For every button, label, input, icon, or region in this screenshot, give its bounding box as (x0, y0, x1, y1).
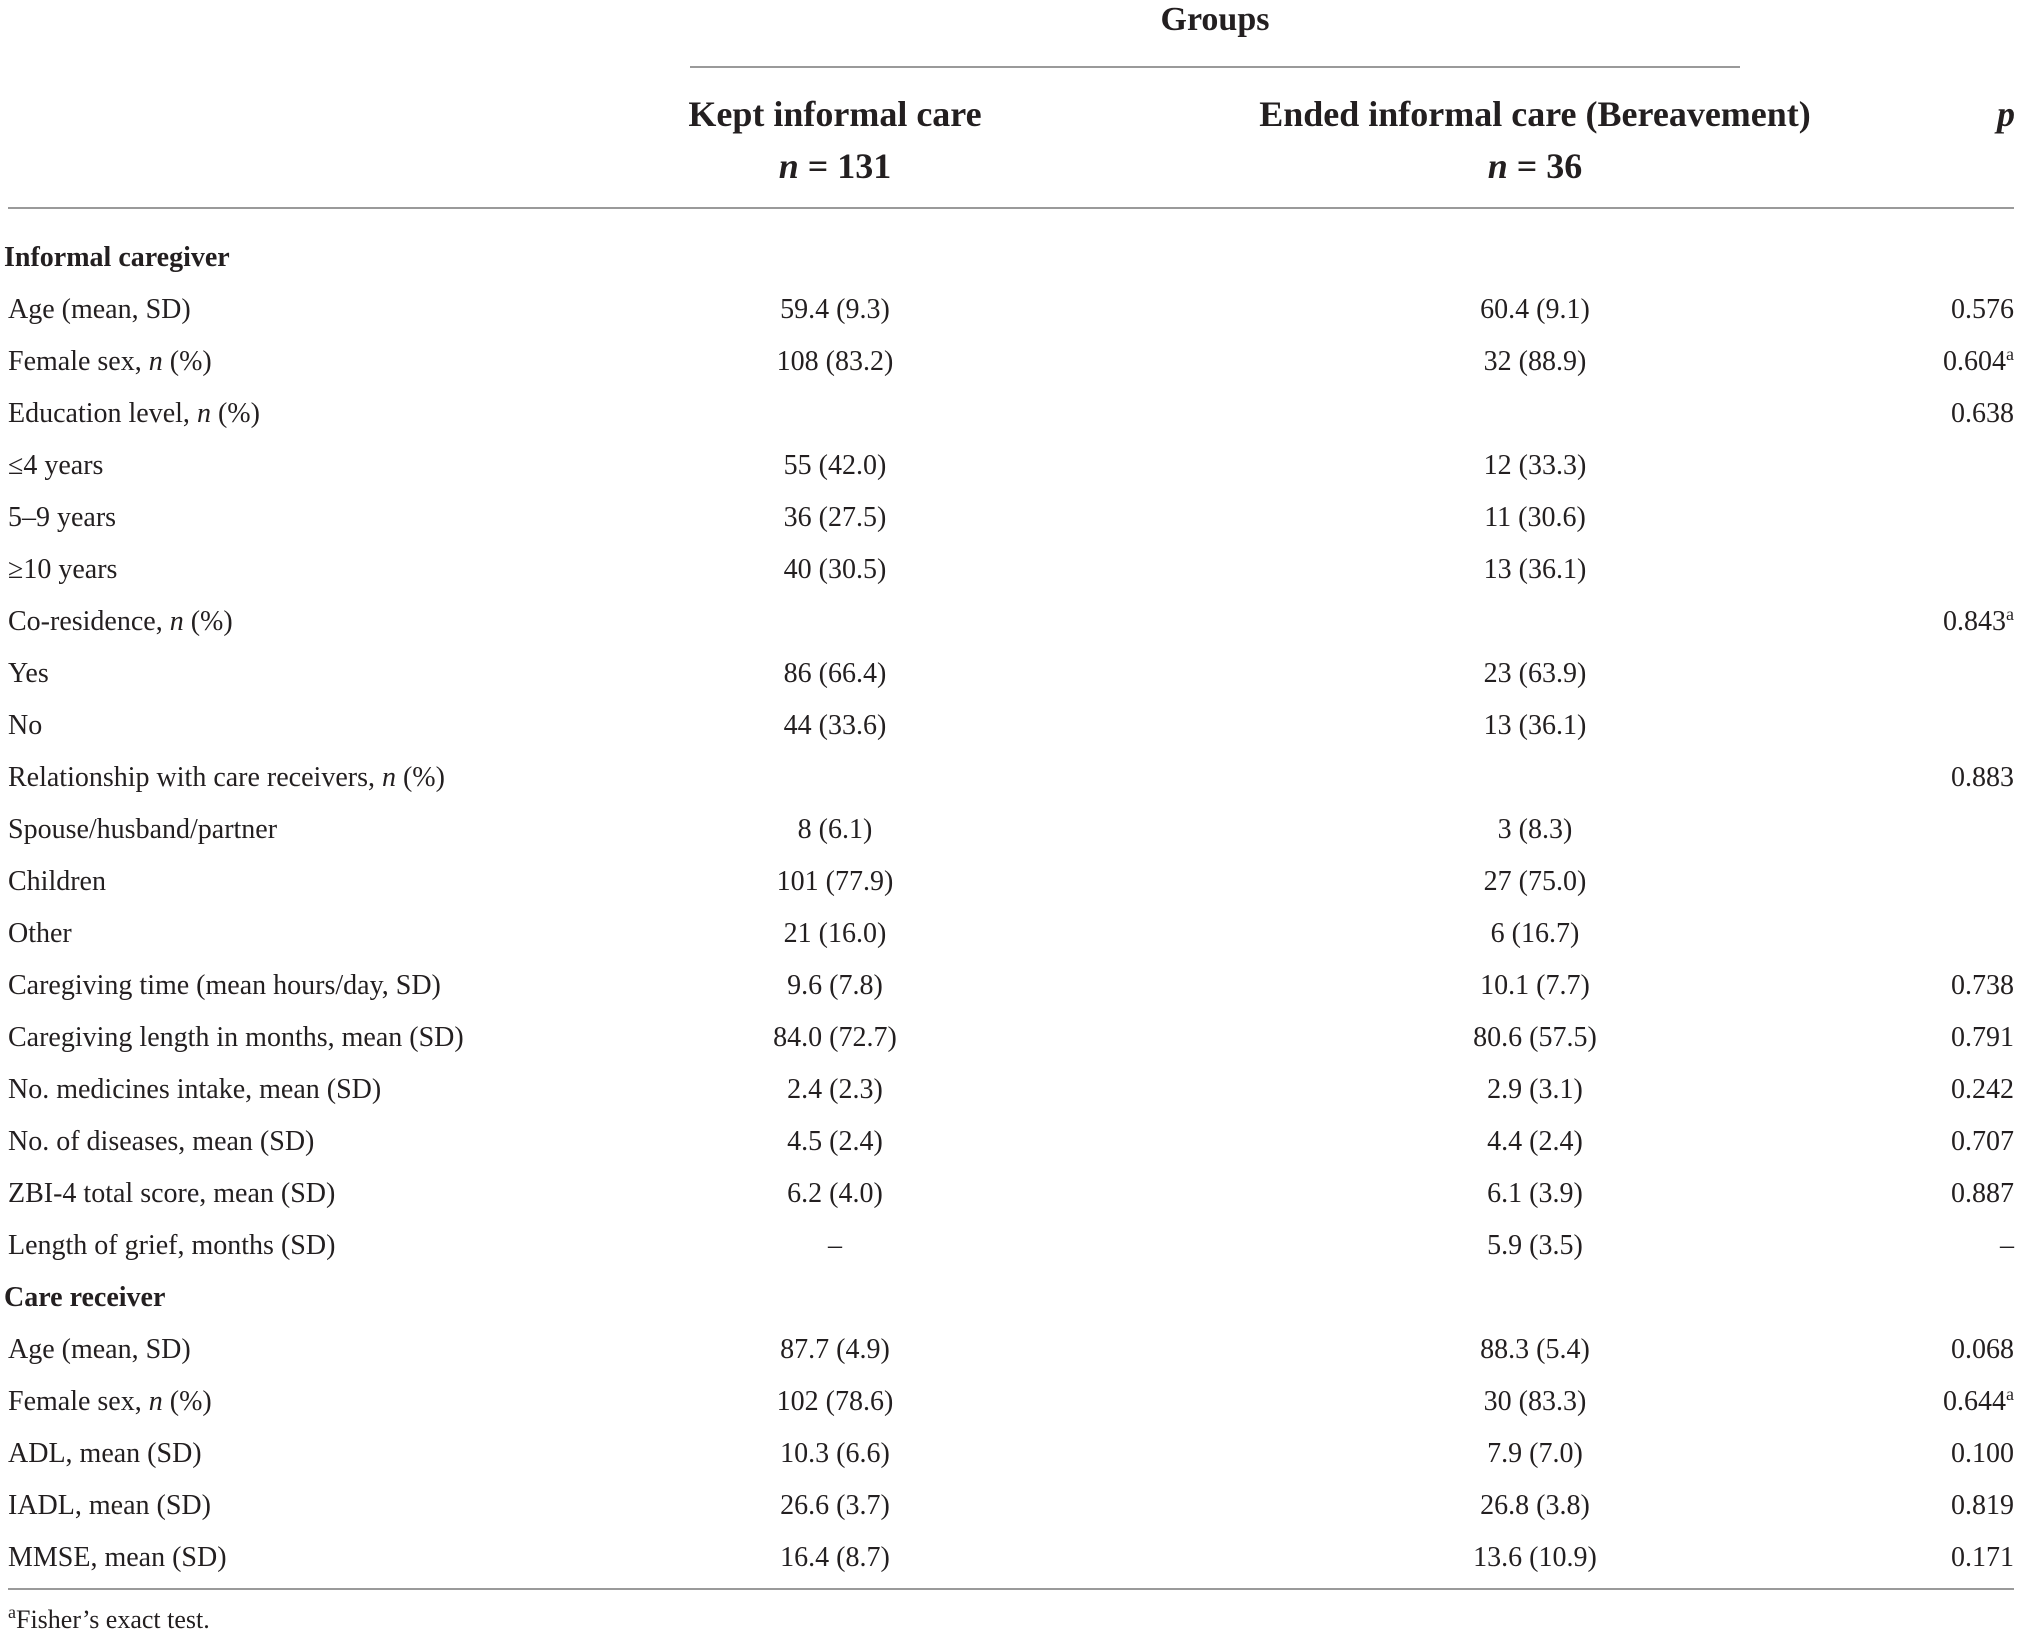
cell-ended: 80.6 (57.5) (1473, 1022, 1597, 1053)
table-row (0, 1220, 2022, 1272)
cell-p-value: 0.707 (1951, 1126, 2014, 1157)
row-label: Caregiving length in months, mean (SD) (8, 1022, 464, 1053)
row-label: No. of diseases, mean (SD) (8, 1126, 315, 1157)
cell-p-value: 0.242 (1951, 1074, 2014, 1105)
footnote-marker: a (2006, 1384, 2014, 1404)
table-row (0, 908, 2022, 960)
cell-p-value: 0.819 (1951, 1490, 2014, 1521)
column-header-ended (1140, 88, 1930, 192)
cell-kept: 55 (42.0) (783, 450, 887, 481)
cell-p-value: 0.644$^a$ (1943, 1384, 2014, 1417)
table-row (0, 1480, 2022, 1532)
table-row (0, 1376, 2022, 1428)
cell-ended: 27 (75.0) (1483, 866, 1587, 897)
table-row (0, 1168, 2022, 1220)
cell-kept: 86 (66.4) (783, 658, 887, 689)
cell-ended: 13 (36.1) (1483, 554, 1587, 585)
table-row (0, 440, 2022, 492)
row-label: Yes (8, 658, 49, 689)
table-row (0, 1064, 2022, 1116)
cell-ended: 11 (30.6) (1484, 502, 1586, 533)
table-row (0, 752, 2022, 804)
footnote-marker: a (2006, 604, 2014, 624)
cell-p-value: – (2000, 1230, 2014, 1261)
row-label: No. medicines intake, mean (SD) (8, 1074, 382, 1105)
cell-ended: 12 (33.3) (1483, 450, 1587, 481)
row-label: Spouse/husband/partner (8, 814, 278, 845)
cell-p-value: 0.604$^a$ (1943, 344, 2014, 377)
table-row (0, 544, 2022, 596)
row-label: Age (mean, SD) (8, 1334, 191, 1365)
cell-ended: 6.1 (3.9) (1487, 1178, 1583, 1209)
cell-kept: 108 (83.2) (776, 346, 894, 377)
column-n-kept: n = 131 (778, 146, 892, 186)
column-title-ended: Ended informal care (Bereavement) (1259, 94, 1811, 134)
table-row (0, 1532, 2022, 1584)
cell-kept: 36 (27.5) (783, 502, 887, 533)
row-label: ≤4 years (8, 450, 104, 481)
row-label: No (8, 710, 43, 741)
row-label: Relationship with care receivers, n (%) (8, 762, 445, 793)
cell-ended: 2.9 (3.1) (1487, 1074, 1583, 1105)
cell-p-value: 0.100 (1951, 1438, 2014, 1469)
row-label: ≥10 years (8, 554, 118, 585)
row-label: 5–9 years (8, 502, 117, 533)
row-label: ZBI-4 total score, mean (SD) (8, 1178, 336, 1209)
cell-ended: 13.6 (10.9) (1473, 1542, 1597, 1573)
row-label: Female sex, n (%) (8, 346, 212, 377)
cell-kept: 59.4 (9.3) (780, 294, 890, 325)
cell-ended: 32 (88.9) (1483, 346, 1587, 377)
cell-p-value: 0.887 (1951, 1178, 2014, 1209)
cell-ended: 23 (63.9) (1483, 658, 1587, 689)
cell-kept: 16.4 (8.7) (780, 1542, 890, 1573)
cell-kept: 44 (33.6) (783, 710, 887, 741)
section-heading: Informal caregiver (4, 242, 230, 273)
groups-rule (690, 66, 1740, 68)
cell-p-value: 0.738 (1951, 970, 2014, 1001)
row-label: Length of grief, months (SD) (8, 1230, 336, 1261)
row-label: ADL, mean (SD) (8, 1438, 202, 1469)
table-row (0, 648, 2022, 700)
cell-kept: 87.7 (4.9) (780, 1334, 890, 1365)
table-row (0, 284, 2022, 336)
table-row (0, 336, 2022, 388)
cell-kept: 101 (77.9) (776, 866, 894, 897)
footnote-marker: a (2006, 344, 2014, 364)
footer-rule (8, 1588, 2014, 1590)
table-row (0, 856, 2022, 908)
cell-kept: 8 (6.1) (797, 814, 873, 845)
row-label: Children (8, 866, 106, 897)
cell-p-value: 0.883 (1951, 762, 2014, 793)
cell-p-value: 0.843$^a$ (1943, 604, 2014, 637)
cell-ended: 30 (83.3) (1483, 1386, 1587, 1417)
section-heading-row (0, 1272, 2022, 1324)
cell-ended: 7.9 (7.0) (1487, 1438, 1583, 1469)
column-title-kept: Kept informal care (688, 94, 982, 134)
table-row (0, 492, 2022, 544)
row-label: MMSE, mean (SD) (8, 1542, 227, 1573)
groups-title: Groups (1160, 1, 1270, 38)
table-row (0, 1116, 2022, 1168)
cell-ended: 10.1 (7.7) (1480, 970, 1590, 1001)
column-header-kept (640, 88, 1030, 192)
cell-p-value: 0.638 (1951, 398, 2014, 429)
cell-ended: 6 (16.7) (1490, 918, 1580, 949)
section-heading: Care receiver (4, 1282, 166, 1313)
cell-kept: 84.0 (72.7) (773, 1022, 897, 1053)
cell-p-value: 0.068 (1951, 1334, 2014, 1365)
cell-p-value: 0.791 (1951, 1022, 2014, 1053)
table-row (0, 596, 2022, 648)
cell-kept: 102 (78.6) (776, 1386, 894, 1417)
table-row (0, 1428, 2022, 1480)
cell-ended: 26.8 (3.8) (1480, 1490, 1590, 1521)
cell-kept: 21 (16.0) (783, 918, 887, 949)
cell-p-value: 0.171 (1951, 1542, 2014, 1573)
cell-ended: 13 (36.1) (1483, 710, 1587, 741)
table-row (0, 388, 2022, 440)
row-label: Education level, n (%) (8, 398, 260, 429)
footnote: $^a$Fisher’s exact test. (8, 1602, 210, 1634)
table-row (0, 1012, 2022, 1064)
row-label: Co-residence, n (%) (8, 606, 233, 637)
cell-ended: 3 (8.3) (1497, 814, 1573, 845)
cell-p-value: 0.576 (1951, 294, 2014, 325)
table-body (0, 232, 2022, 1584)
header-rule (8, 207, 2014, 209)
cell-ended: 60.4 (9.1) (1480, 294, 1590, 325)
table-row (0, 960, 2022, 1012)
cell-kept: 6.2 (4.0) (787, 1178, 883, 1209)
cell-kept: 10.3 (6.6) (780, 1438, 890, 1469)
row-label: Female sex, n (%) (8, 1386, 212, 1417)
column-header-p: p (1997, 94, 2015, 134)
cell-kept: 26.6 (3.7) (780, 1490, 890, 1521)
cell-ended: 4.4 (2.4) (1487, 1126, 1583, 1157)
row-label: Caregiving time (mean hours/day, SD) (8, 970, 441, 1001)
cell-ended: 5.9 (3.5) (1487, 1230, 1583, 1261)
table-row (0, 700, 2022, 752)
cell-kept: 40 (30.5) (783, 554, 887, 585)
cell-kept: 4.5 (2.4) (787, 1126, 883, 1157)
column-n-ended: n = 36 (1487, 146, 1583, 186)
row-label: IADL, mean (SD) (8, 1490, 211, 1521)
section-heading-row (0, 232, 2022, 284)
row-label: Age (mean, SD) (8, 294, 191, 325)
cell-kept: 2.4 (2.3) (787, 1074, 883, 1105)
cell-ended: 88.3 (5.4) (1480, 1334, 1590, 1365)
cell-kept: 9.6 (7.8) (787, 970, 883, 1001)
table-row (0, 804, 2022, 856)
cell-kept: – (828, 1230, 842, 1261)
table-row (0, 1324, 2022, 1376)
row-label: Other (8, 918, 72, 949)
